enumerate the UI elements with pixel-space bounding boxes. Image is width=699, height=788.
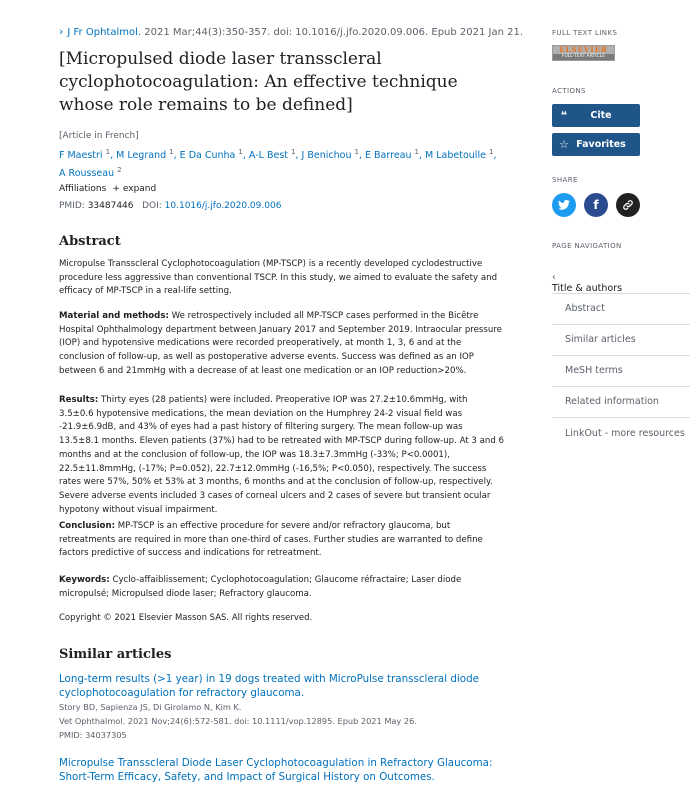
nav-item-label: LinkOut - more resources [565, 428, 685, 439]
affiliations-toggle[interactable] [59, 184, 156, 194]
keywords-label: Keywords: [59, 575, 110, 585]
author-link[interactable]: E Barreau [365, 150, 412, 162]
author-link[interactable]: A Rousseau [59, 168, 115, 180]
favorites-label: Favorites [576, 139, 626, 150]
author-affiliation-number[interactable]: 2 [117, 166, 122, 175]
nav-item-abstract[interactable] [552, 294, 690, 325]
similar-article-pmid: PMID: 34037305 [59, 730, 127, 740]
nav-item-related-information[interactable] [552, 387, 690, 418]
cite-label: Cite [590, 110, 612, 121]
author-affiliation-number[interactable]: 1 [291, 148, 296, 156]
share-label: SHARE [552, 176, 578, 184]
author-link[interactable]: E Da Cunha [179, 150, 236, 162]
conclusion-label: Conclusion: [59, 521, 116, 531]
similar-article-title-link[interactable]: Micropulse Transscleral Diode Laser Cyclophotocoagulation in Refractory Glaucoma: Short-Term Efficacy, Safety, and Impact of Surgical History on Outcomes. [59, 757, 493, 783]
abstract-methods [59, 310, 504, 379]
page-navigation-label: PAGE NAVIGATION [552, 242, 622, 250]
keywords-text: Cyclo-affaiblissement; Cyclophotocoagulation; Glaucome réfractaire; Laser diode micropulsé; Micropulsed diode laser; Refractory glaucoma. [59, 575, 462, 599]
expand-label: expand [122, 184, 157, 194]
doi-label: DOI: [142, 201, 162, 211]
link-icon [622, 199, 634, 211]
facebook-share-button[interactable] [584, 193, 608, 217]
nav-item-similar-articles[interactable] [552, 325, 690, 356]
author-affiliation-number[interactable]: 1 [238, 148, 243, 156]
author-affiliation-number[interactable]: 1 [105, 148, 111, 156]
citation-details: 2021 Mar;44(3):350-357. doi: 10.1016/j.jfo.2020.09.006. Epub 2021 Jan 21. [144, 27, 524, 38]
nav-item-linkout[interactable] [552, 418, 690, 460]
identifiers [59, 201, 281, 211]
author-affiliation-number[interactable]: 1 [414, 148, 419, 156]
elsevier-sub-text: FULL-TEXT ARTICLE [553, 54, 614, 60]
author-link[interactable]: J Benichou [301, 150, 352, 162]
author-list: F Maestri $^1$, M Legrand $^1$, E Da Cunha $^1$, A-L Best $^1$, J Benichou $^1$, E Barreau $^1$, M Labetoulle $^1$, A Rousseau $^2$ [59, 148, 497, 180]
nav-item-label: Title & authors [552, 283, 623, 294]
conclusion-text: MP-TSCP is an effective procedure for severe and/or refractory glaucoma, but retreatments are required in more than one-third of cases. Further studies are warranted to define factors predictive of success and indications for retreatment. [59, 521, 483, 559]
similar-article-authors: Story BD, Sapienza JS, Di Girolamo N, Kim K. [59, 702, 242, 712]
nav-item-label: Abstract [565, 303, 605, 314]
abstract-results [59, 394, 504, 517]
facebook-icon: f [593, 198, 599, 212]
twitter-icon [558, 200, 570, 210]
author-affiliation-number[interactable]: 1 [488, 148, 494, 156]
cite-button[interactable] [552, 104, 640, 127]
elsevier-full-text-link[interactable] [552, 45, 615, 61]
nav-item-mesh-terms[interactable] [552, 356, 690, 387]
actions-label: ACTIONS [552, 87, 586, 95]
nav-item-label: MeSH terms [565, 365, 623, 376]
permalink-share-button[interactable] [616, 193, 640, 217]
plus-icon: + [112, 184, 120, 194]
similar-article-source: Vet Ophthalmol. 2021 Nov;24(6):572-581. doi: 10.1111/vop.12895. Epub 2021 May 26. [59, 716, 417, 726]
results-label: Results: [59, 395, 99, 405]
nav-item-label: Similar articles [565, 334, 636, 345]
abstract-keywords [59, 574, 504, 601]
affiliations-label: Affiliations [59, 184, 107, 194]
journal-link[interactable]: J Fr Ophtalmol. [67, 27, 142, 38]
results-text: Thirty eyes (28 patients) were included. Preoperative IOP was 27.2±10.6mmHg, with 3.5±0.6 hypotensive medications, the mean deviation on the Humphrey 24-2 visual field was -21.9±6.9dB, and 43% of eyes had a past history of filtering surgery. The mean follow-up was 13.5±8.1 months. Eleven patients (37%) had to be retreated with MP-TSCP during follow-up. At 3 and 6 months and at the conclusion of follow-up, the IOP was 18.3±7.3mmHg (-33%; P<0.0001), 22.5±11.8mmHg, (-17%; P=0.052), 22.7±12.0mmHg (-16,5%; P<0.050), respectively. The success rates were 57%, 50% et 53% at 3 months, 6 months and at the conclusion of follow-up, respectively. Severe adverse events included 3 cases of corneal ulcers and 2 cases of severe but transient ocular hypotony without visual impairment. [59, 395, 504, 515]
author-link[interactable]: A-L Best [248, 150, 288, 162]
favorites-button[interactable] [552, 133, 640, 156]
quote-icon: ❝ [560, 109, 568, 122]
twitter-share-button[interactable] [552, 193, 576, 217]
author-link[interactable]: M Labetoulle [425, 150, 486, 162]
abstract-heading: Abstract [59, 234, 121, 249]
nav-item-title-authors[interactable] [552, 263, 690, 294]
article-title: [Micropulsed diode laser transscleral cyclophotocoagulation: An effective technique whose role remains to be defined] [59, 49, 458, 115]
similar-article-item [59, 672, 509, 742]
pmid-value: 33487446 [87, 201, 134, 211]
similar-article-title-link[interactable]: Long-term results (>1 year) in 19 dogs treated with MicroPulse transscleral diode cyclophotocoagulation for refractory glaucoma. [59, 673, 479, 699]
copyright: Copyright © 2021 Elsevier Masson SAS. All rights reserved. [59, 613, 313, 623]
author-affiliation-number[interactable]: 1 [169, 148, 174, 156]
abstract-intro: Micropulse Transscleral Cyclophotocoagulation (MP-TSCP) is a recently developed cyclodestructive procedure less aggressive than conventional TSCP. In this study, we aimed to evaluate the safety and efficacy of MP-TSCP in a real-life setting. [59, 259, 498, 297]
star-icon: ☆ [559, 138, 569, 151]
chevron-right-icon: › [59, 25, 64, 38]
abstract-conclusion [59, 520, 504, 561]
chevron-left-icon: ‹ [552, 272, 556, 283]
author-link[interactable]: F Maestri [59, 150, 103, 162]
nav-item-label: Related information [565, 396, 659, 407]
author-link[interactable]: M Legrand [116, 150, 167, 162]
language-note: [Article in French] [59, 131, 139, 141]
author-affiliation-number[interactable]: 1 [354, 148, 359, 156]
elsevier-logo-text: ELSEVIER [559, 45, 608, 54]
similar-article-item [59, 756, 514, 784]
full-text-links-label: FULL TEXT LINKS [552, 29, 618, 37]
similar-articles-heading: Similar articles [59, 647, 172, 662]
methods-text: We retrospectively included all MP-TSCP cases performed in the Bicêtre Hospital Ophthalmology department between January 2017 and September 2019. Intraocular pressure (IOP) and hypotensive medications were recorded preoperatively, at month 1, 3, 6 and at the conclusion of follow-up, as well as postoperative adverse events. Success was defined as an IOP between 6 and 21mmHg with a decrease of at least one medication or an IOP reduction>20%. [59, 311, 502, 376]
citation-line [59, 25, 523, 38]
doi-link[interactable]: 10.1016/j.jfo.2020.09.006 [164, 201, 282, 211]
pmid-label: PMID: [59, 201, 85, 211]
methods-label: Material and methods: [59, 311, 169, 321]
